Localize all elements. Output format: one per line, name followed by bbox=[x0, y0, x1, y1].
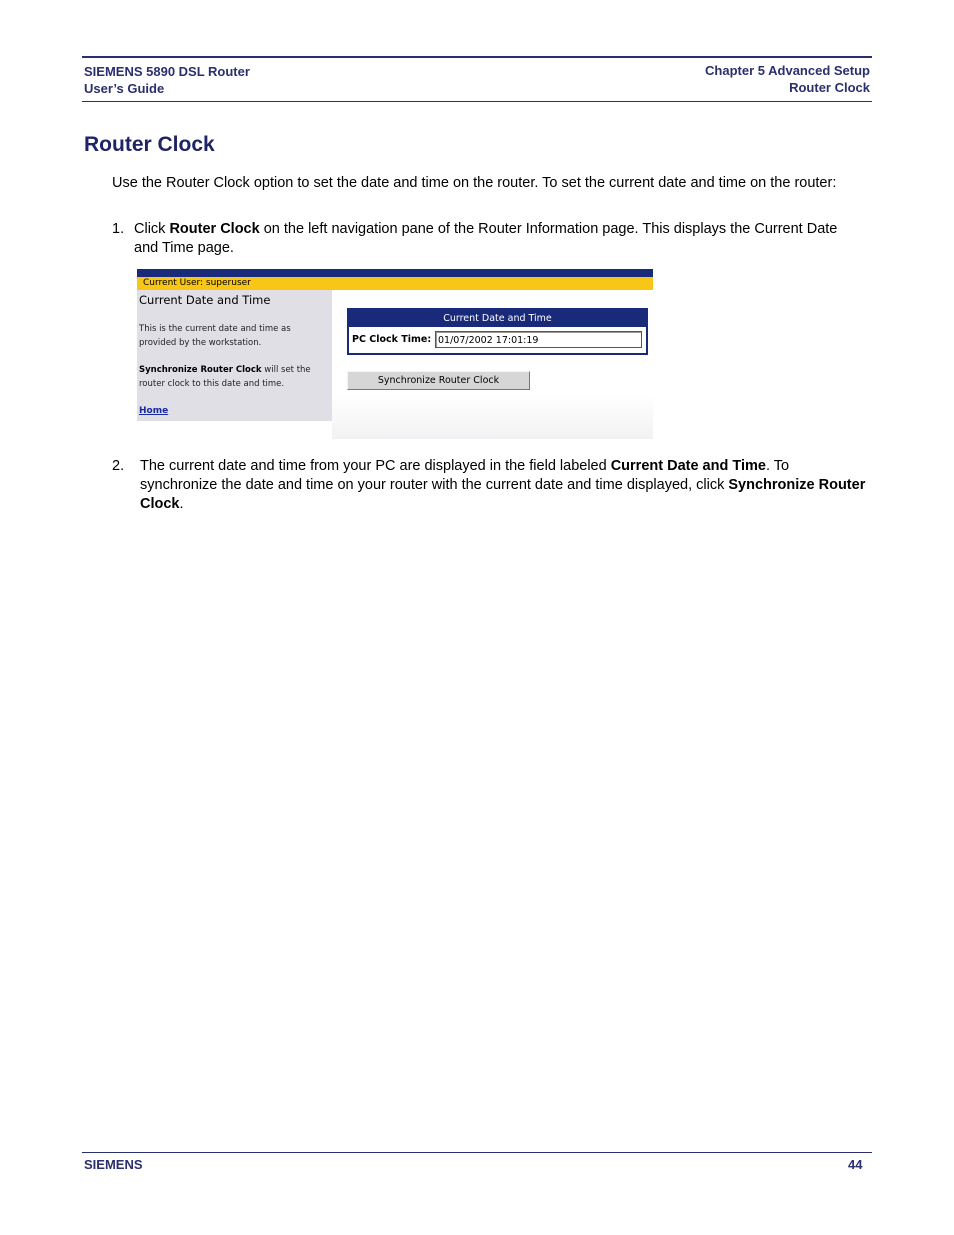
sidebar-description: This is the current date and time as provided by the workstation. bbox=[139, 324, 291, 348]
step1-post: on the left navigation pane of the Router Information page. This displays the Current Date and Time page. bbox=[134, 221, 838, 256]
footer-brand: SIEMENS bbox=[84, 1157, 143, 1172]
header-section: Router Clock bbox=[789, 80, 870, 95]
step2-mid: . To synchronize the date and time on your router with the current date and time displayed, click bbox=[140, 458, 790, 493]
header-right bbox=[705, 62, 870, 96]
step1-pre: Click bbox=[134, 221, 170, 237]
step2-number: 2. bbox=[112, 458, 125, 474]
header-product: SIEMENS 5890 DSL Router bbox=[84, 64, 250, 79]
sidebar-title: Current Date and Time bbox=[139, 293, 271, 307]
panel-heading: Current Date and Time bbox=[349, 310, 646, 327]
pc-clock-time-field[interactable]: 01/07/2002 17:01:19 bbox=[435, 331, 642, 348]
current-user-bar: Current User: superuser bbox=[137, 277, 653, 290]
header-left bbox=[84, 63, 250, 97]
header-bottom-rule bbox=[82, 101, 872, 102]
step2-bold1: Current Date and Time bbox=[610, 458, 766, 474]
header-top-rule bbox=[82, 56, 872, 58]
sidebar-sync-bold: Synchronize Router Clock bbox=[139, 365, 262, 375]
screenshot-top-bar bbox=[137, 269, 653, 277]
pc-clock-label: PC Clock Time: bbox=[352, 334, 432, 345]
step1-number: 1. bbox=[112, 221, 125, 237]
synchronize-router-clock-button[interactable]: Synchronize Router Clock bbox=[347, 371, 530, 390]
intro-paragraph: Use the Router Clock option to set the date and time on the router. To set the current date and time on the router: bbox=[112, 175, 837, 191]
sidebar-sync-help bbox=[139, 364, 329, 391]
current-date-time-panel bbox=[347, 308, 648, 355]
footer-rule bbox=[82, 1152, 872, 1153]
sidebar-sync-rest: will set the router clock to this date and time. bbox=[139, 365, 311, 389]
page-title: Router Clock bbox=[84, 133, 215, 156]
screenshot-sidebar bbox=[137, 290, 332, 421]
pc-clock-row bbox=[349, 327, 646, 353]
page-number: 44 bbox=[848, 1157, 863, 1172]
step2-text bbox=[140, 457, 870, 514]
step1-bold: Router Clock bbox=[169, 221, 260, 237]
step2-post: . bbox=[179, 496, 184, 512]
step2-bold2: Synchronize Router Clock bbox=[140, 477, 866, 512]
step1-text bbox=[134, 220, 864, 258]
header-guide: User’s Guide bbox=[84, 81, 165, 96]
router-clock-screenshot bbox=[137, 269, 653, 439]
home-link[interactable]: Home bbox=[139, 406, 169, 416]
step2-pre: The current date and time from your PC are displayed in the field labeled bbox=[140, 458, 611, 474]
header-chapter: Chapter 5 Advanced Setup bbox=[705, 63, 870, 78]
